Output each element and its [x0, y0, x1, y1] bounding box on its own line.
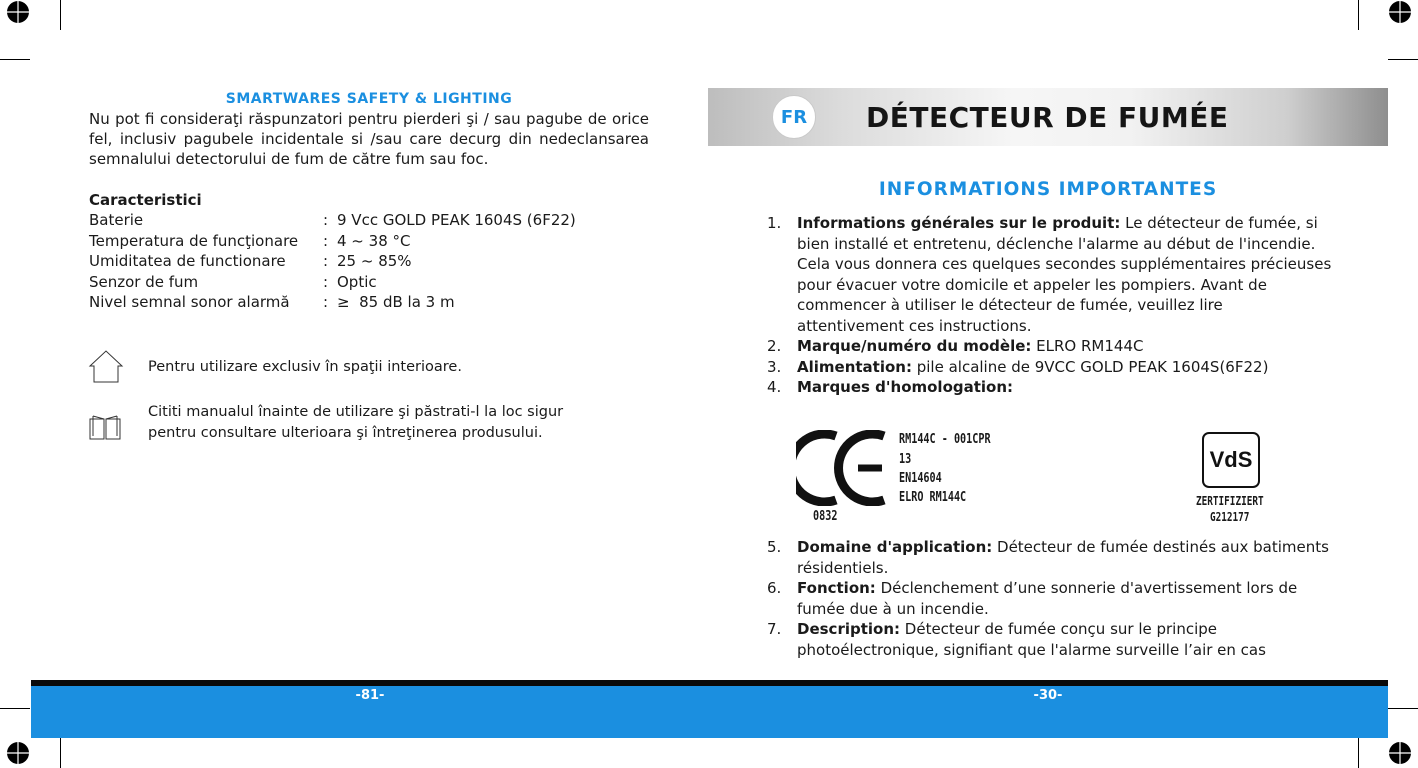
spec-value: Optic [337, 272, 377, 291]
vds-logo: VdS [1202, 432, 1260, 488]
spec-label: Umiditatea de functionare [89, 252, 286, 270]
spec-value: 4 ~ 38 °C [337, 231, 411, 250]
spec-value: 9 Vcc GOLD PEAK 1604S (6F22) [337, 211, 576, 229]
manual-note: Cititi manualul înainte de utilizare şi păstrati-l la loc sigur pentru consultare ulterioara şi întreţinerea produsului. [148, 404, 564, 441]
spec-label: Baterie [89, 211, 144, 229]
list-number: 2. [767, 337, 782, 355]
list-text [797, 578, 1332, 619]
crop-mark [1358, 738, 1359, 768]
list-label: Domaine d'application: [797, 538, 993, 556]
language-badge: FR [772, 95, 816, 139]
spec-colon: : [323, 211, 329, 229]
list-item [767, 213, 1332, 336]
crop-mark [60, 0, 61, 30]
info-list-top [767, 213, 1332, 398]
house-icon [88, 348, 124, 384]
spec-label: Nivel semnal sonor alarmă [89, 293, 290, 311]
spec-row [89, 251, 649, 272]
list-number: 4. [767, 378, 782, 396]
list-text [797, 377, 1332, 398]
disclaimer-paragraph: Nu pot fi consideraţi răspunzatori pentru pierderi şi / sau pagube de orice fel, inclusiv pagubele incidentale si /sau care decurg din nedeclansarea semnalului detectorului de fum de către fum sau foc. [89, 110, 649, 168]
manual-book-icon [88, 413, 122, 443]
registration-mark-icon [3, 738, 33, 768]
crop-mark [1388, 708, 1418, 709]
list-number: 6. [767, 579, 782, 597]
list-label: Marque/numéro du modèle: [797, 337, 1032, 355]
list-item [767, 377, 1332, 398]
spec-colon: : [323, 252, 329, 270]
cert-line: EN14604 [899, 471, 942, 486]
list-item [767, 578, 1332, 619]
spec-row [89, 272, 649, 293]
crop-mark [1358, 0, 1359, 30]
cert-line: RM144C - 001CPR [899, 432, 991, 447]
list-text [797, 537, 1332, 578]
page-title: DÉTECTEUR DE FUMÉE [866, 101, 1229, 134]
spec-row [89, 231, 649, 252]
list-text [797, 336, 1332, 357]
specs-heading: Caracteristici [89, 191, 202, 209]
list-label: Fonction: [797, 579, 876, 597]
spec-label: Senzor de fum [89, 272, 199, 291]
list-body: pile alcaline de 9VCC GOLD PEAK 1604S(6F22) [911, 357, 1269, 376]
list-body: Détecteur de fumée destinés aux batiments résidentiels. [797, 538, 1329, 577]
brand-heading: SMARTWARES SAFETY & LIGHTING [225, 91, 513, 107]
specs-table [89, 210, 649, 313]
registration-mark-icon [1385, 738, 1415, 768]
list-text [797, 357, 1332, 378]
spec-row [89, 292, 649, 313]
right-page-number: -30- [1033, 688, 1063, 703]
list-body: Déclenchement d’une sonnerie d'avertissement lors de fumée due à un incendie. [797, 579, 1298, 618]
registration-mark-icon [3, 0, 33, 27]
list-item [767, 537, 1332, 578]
list-body: ELRO RM144C [1031, 337, 1144, 355]
crop-mark [0, 59, 30, 60]
list-number: 5. [767, 538, 782, 556]
vds-certificate-number: G212177 [1210, 510, 1250, 524]
list-number: 7. [767, 620, 782, 638]
spec-colon: : [323, 231, 329, 250]
list-item [767, 357, 1332, 378]
cert-line: 13 [899, 452, 912, 467]
list-item [767, 336, 1332, 357]
list-text [797, 213, 1332, 336]
spec-colon: : [323, 293, 329, 311]
crop-mark [0, 708, 30, 709]
spec-value: ≥ 85 dB la 3 m [337, 293, 455, 311]
indoor-note: Pentru utilizare exclusiv în spaţii interioare. [148, 359, 462, 375]
spec-value: 25 ~ 85% [337, 252, 412, 270]
list-text [797, 619, 1332, 660]
cert-line: ELRO RM144C [899, 490, 967, 505]
list-number: 3. [767, 357, 782, 376]
left-page-number: -81- [355, 688, 385, 703]
list-number: 1. [767, 214, 782, 232]
ce-number: 0832 [813, 509, 838, 524]
ce-mark-icon [796, 430, 888, 506]
spec-label: Temperatura de funcţionare [89, 231, 299, 250]
registration-mark-icon [1385, 0, 1415, 27]
spec-colon: : [323, 272, 329, 291]
list-item [767, 619, 1332, 660]
list-body: Détecteur de fumée conçu sur le principe photoélectronique, signifiant que l'alarme surveille l’air en cas [797, 620, 1266, 659]
list-label: Marques d'homologation: [797, 378, 1014, 396]
footer-bar [31, 686, 1388, 738]
crop-mark [60, 738, 61, 768]
crop-mark [1388, 59, 1418, 60]
list-label: Informations générales sur le produit: [797, 214, 1121, 232]
vds-certified-label: ZERTIFIZIERT [1196, 494, 1264, 508]
info-list-bottom [767, 537, 1332, 660]
list-body: Le détecteur de fumée, si bien installé et entretenu, déclenche l'alarme au début de l'incendie. Cela vous donnera ces quelques secondes supplémentaires précieuses pour évacuer votre domicile et appeler les pompiers. Avant de commencer à utiliser le détecteur de fumée, veuillez lire attentivement ces instructions. [797, 214, 1332, 335]
list-label: Description: [797, 620, 901, 638]
spec-row [89, 210, 649, 231]
list-label: Alimentation: [797, 357, 912, 376]
section-heading: INFORMATIONS IMPORTANTES [878, 179, 1218, 200]
